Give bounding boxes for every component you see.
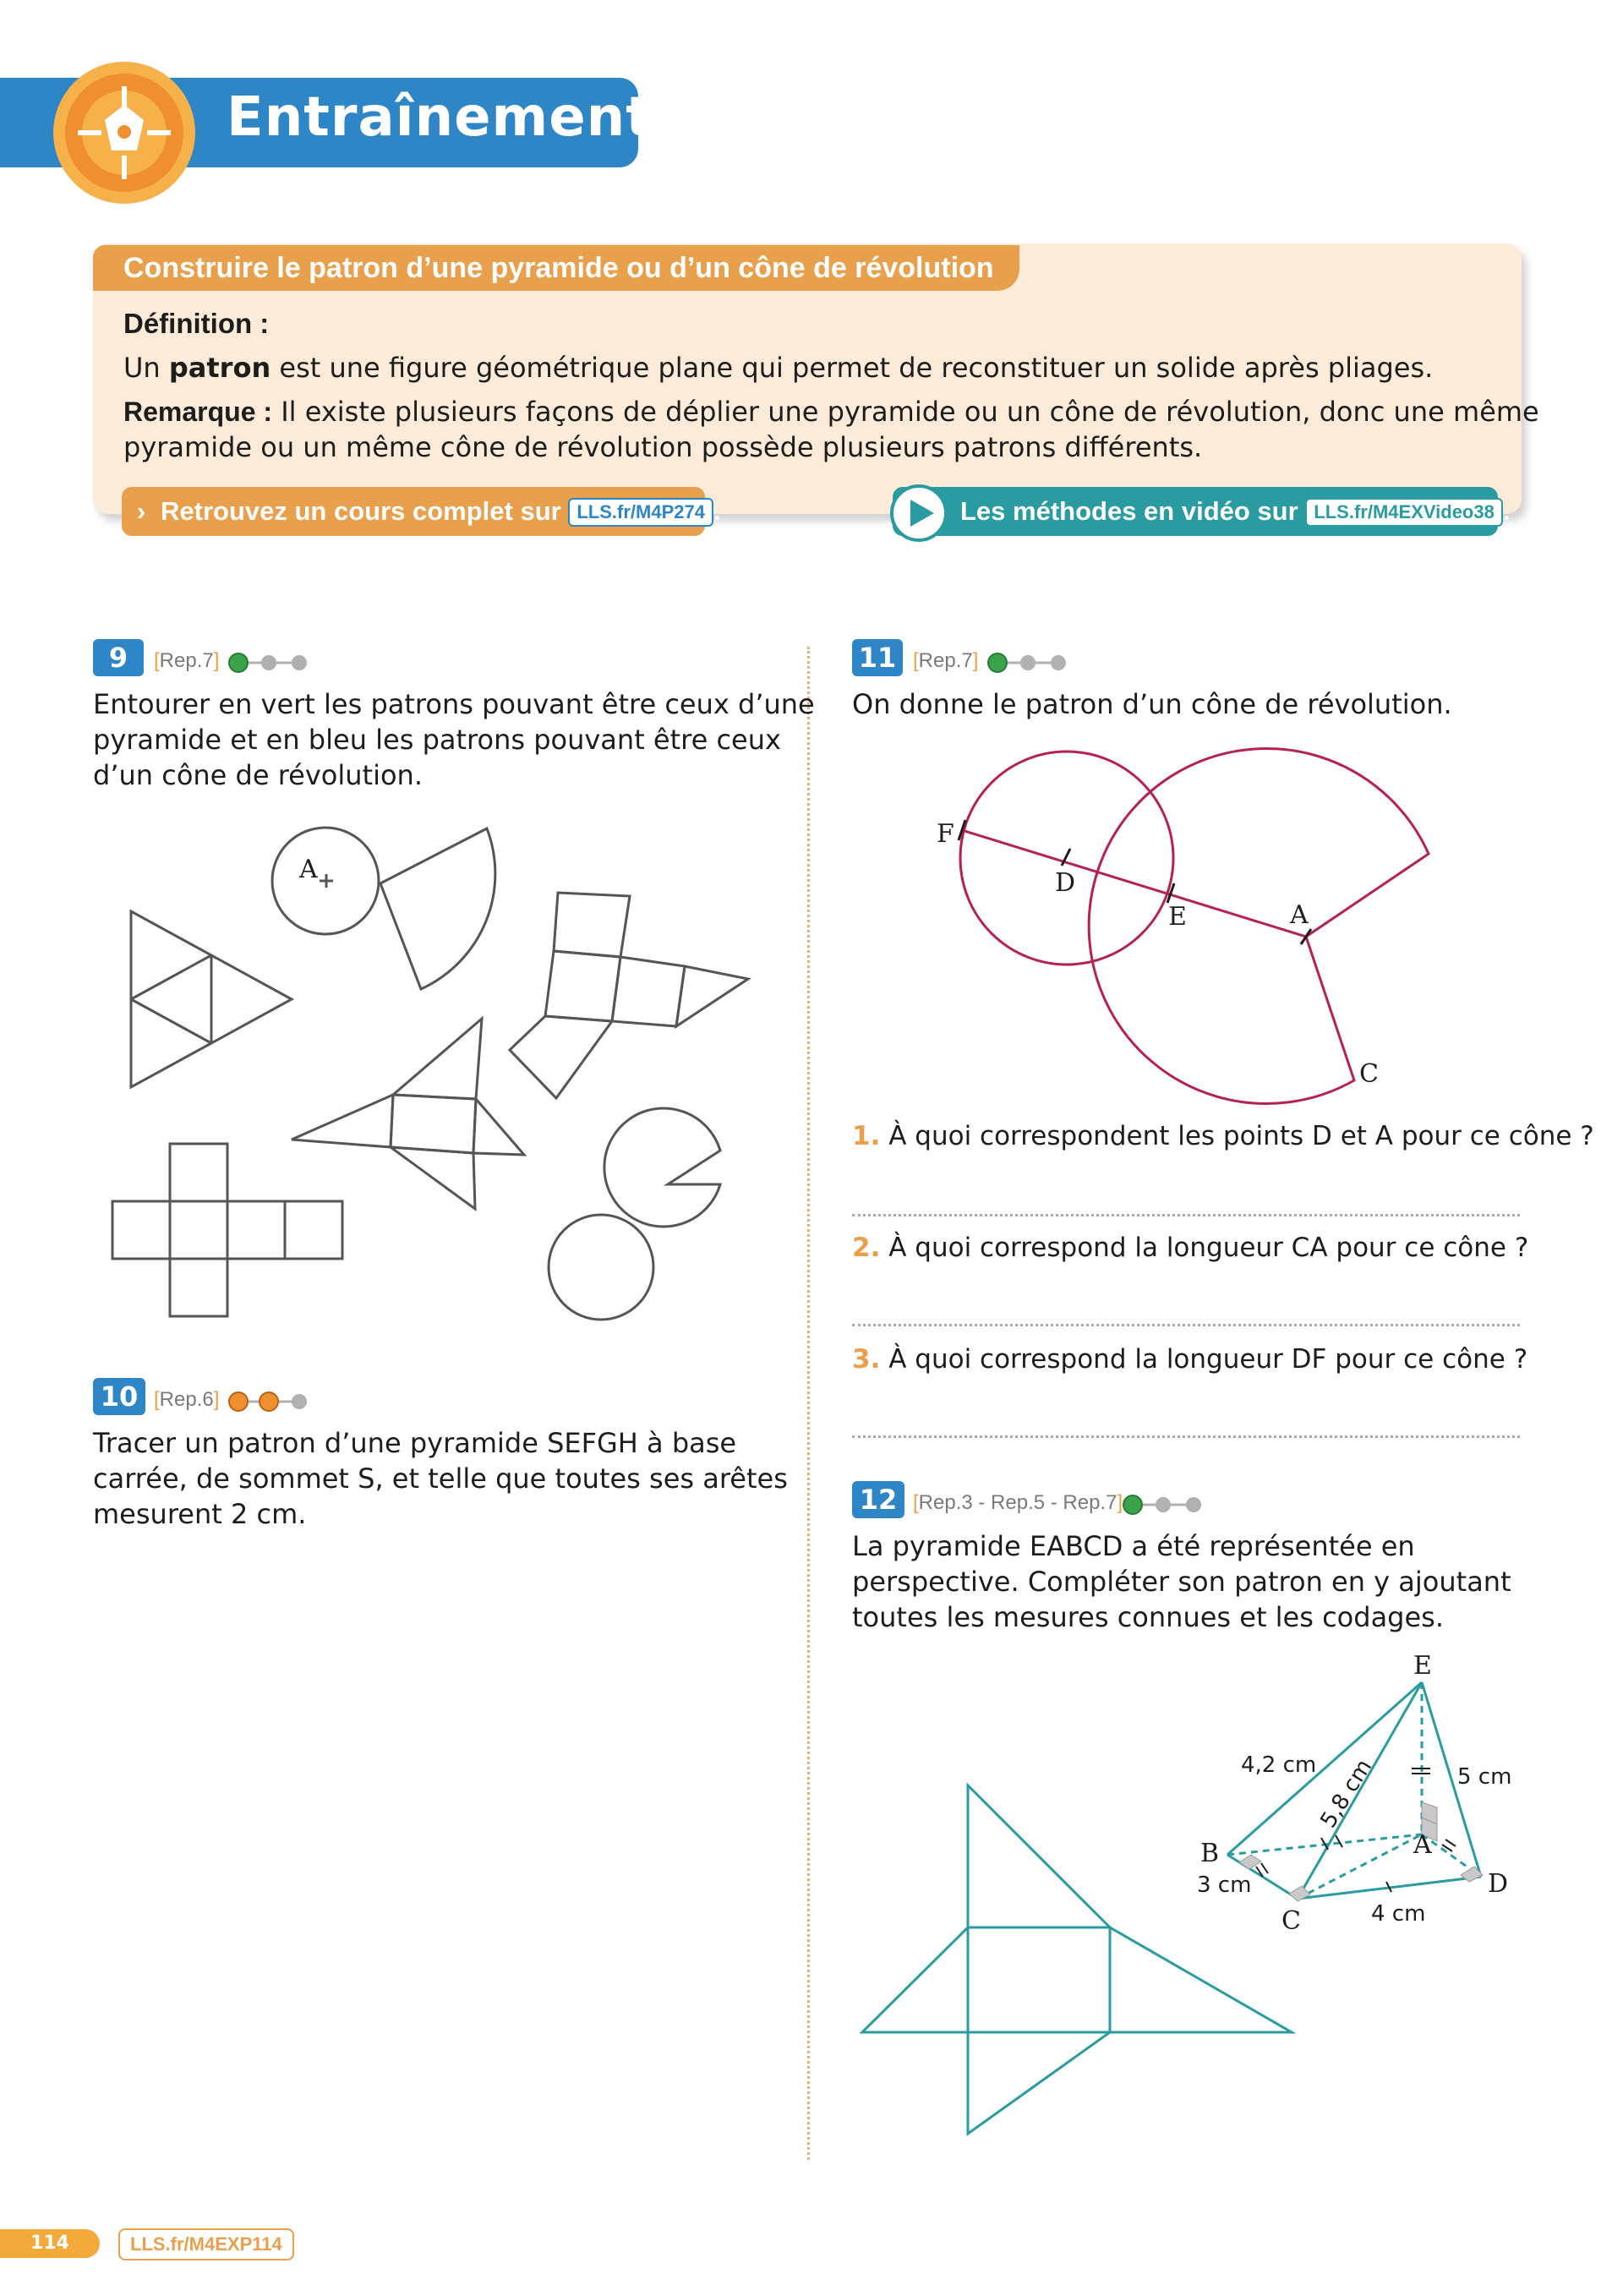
cross-shaped-net [112, 1144, 342, 1316]
video-link-tag[interactable]: LLS.fr/M4EXVideo38 [1305, 498, 1503, 527]
svg-text:E: E [1413, 1651, 1432, 1681]
svg-text:4,2 cm: 4,2 cm [1241, 1752, 1317, 1778]
ex9-nets-figure [85, 812, 761, 1336]
svg-text:D: D [1488, 1869, 1509, 1899]
svg-text:B: B [1200, 1839, 1220, 1868]
exercise-number-9: 9 [93, 639, 144, 676]
exercise-number-10: 10 [93, 1378, 145, 1415]
tetrahedron-net [131, 911, 292, 1087]
exercise-12-text-2: perspective. Compléter son patron en y ajoutant [852, 1566, 1511, 1598]
svg-text:5 cm: 5 cm [1457, 1764, 1512, 1790]
chevron-right-icon: › [136, 496, 146, 526]
svg-text:4 cm: 4 cm [1371, 1901, 1426, 1927]
answer-line-3[interactable] [852, 1435, 1520, 1438]
exercise-number-12: 12 [852, 1481, 904, 1518]
course-link-button[interactable]: › Retrouvez un cours complet sur LLS.fr/M4P274 . [122, 487, 705, 536]
exercise-10-text-2: carrée, de sommet S, et telle que toutes ses arêtes [93, 1462, 788, 1495]
remark-line-2: pyramide ou un même cône de révolution possède plusieurs patrons différents. [123, 431, 1203, 463]
exercise-9-text-2: pyramide et en bleu les patrons pouvant être ceux [93, 724, 781, 756]
ex12-patron-to-complete [854, 1775, 1310, 2147]
exercise-9-text-3: d’un cône de révolution. [93, 759, 423, 791]
footer-link[interactable]: LLS.fr/M4EXP114 [118, 2228, 294, 2260]
svg-text:A: A [299, 855, 318, 884]
small-circle-with-point-a [272, 828, 379, 934]
svg-text:C: C [1281, 1906, 1301, 1936]
difficulty-level-1-icon [986, 651, 1070, 675]
page-title: Entraînement [227, 86, 653, 149]
exercise-12-text-3: toutes les mesures connues et les codages. [852, 1601, 1445, 1633]
cone-sector [380, 828, 495, 989]
svg-text:3 cm: 3 cm [1197, 1872, 1252, 1898]
page-number: 114 [0, 2229, 100, 2258]
svg-text:D: D [1055, 868, 1076, 898]
pacman-cone-net [549, 1108, 720, 1320]
question-2: 2. À quoi correspond la longueur CA pour ce cône ? [852, 1233, 1529, 1263]
definition-label: Définition : [123, 308, 270, 339]
exercise-11-intro: On donne le patron d’un cône de révolution. [852, 688, 1452, 720]
exercise-11-rep: [Rep.7] [913, 649, 979, 672]
play-icon[interactable] [889, 484, 948, 543]
irregular-pyramid-net [292, 1019, 524, 1209]
remark-line-1: Remarque : Il existe plusieurs façons de déplier une pyramide ou un cône de révolution, donc une même [123, 396, 1539, 428]
definition-tab-title: Construire le patron d’une pyramide ou d’un cône de révolution [93, 245, 1019, 291]
svg-text:5,8 cm: 5,8 cm [1315, 1755, 1378, 1833]
answer-line-2[interactable] [852, 1324, 1520, 1326]
svg-text:E: E [1168, 902, 1187, 932]
video-link-button[interactable]: Les méthodes en vidéo sur LLS.fr/M4EXVideo38 . [893, 487, 1498, 536]
answer-line-1[interactable] [852, 1214, 1520, 1216]
svg-text:F: F [937, 819, 954, 849]
course-link-tag[interactable]: LLS.fr/M4P274 [568, 498, 713, 527]
question-3: 3. À quoi correspond la longueur DF pour ce cône ? [852, 1344, 1528, 1375]
cone-lateral-sector [1089, 748, 1429, 1103]
difficulty-level-1-icon [1121, 1493, 1205, 1517]
exercise-number-11: 11 [852, 639, 903, 676]
square-pyramid-net [510, 893, 748, 1098]
column-divider [807, 647, 810, 2160]
exercise-12-rep: [Rep.3 - Rep.5 - Rep.7] [913, 1491, 1123, 1514]
question-1: 1. À quoi correspondent les points D et A pour ce cône ? [852, 1121, 1594, 1151]
ex11-cone-net-figure [913, 735, 1522, 1107]
difficulty-level-1-icon [227, 651, 311, 675]
target-medal-icon [52, 61, 196, 205]
exercise-9-text-1: Entourer en vert les patrons pouvant être ceux d’une [93, 688, 815, 720]
difficulty-level-2-icon [227, 1390, 311, 1413]
definition-text: Un patron est une figure géométrique plane qui permet de reconstituer un solide après pliages. [123, 352, 1434, 384]
exercise-12-text-1: La pyramide EABCD a été représentée en [852, 1530, 1415, 1562]
svg-text:A: A [1290, 900, 1309, 930]
segment-f-a [962, 830, 1306, 937]
exercise-10-text-1: Tracer un patron d’une pyramide SEFGH à base [93, 1427, 737, 1459]
svg-text:A: A [1413, 1830, 1432, 1860]
svg-text:C: C [1359, 1059, 1379, 1089]
exercise-10-text-3: mesurent 2 cm. [93, 1498, 307, 1530]
exercise-10-rep: [Rep.6] [154, 1388, 220, 1411]
exercise-9-rep: [Rep.7] [154, 649, 220, 672]
